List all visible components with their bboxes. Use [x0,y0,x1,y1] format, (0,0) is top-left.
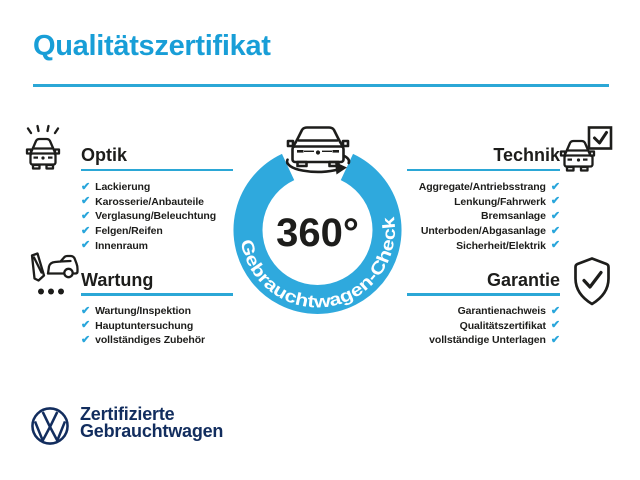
checklist-item-label: Sicherheit/Elektrik [456,239,546,252]
vw-logo [30,406,70,446]
checkmark-icon: ✔ [81,180,91,193]
checklist-item-label: Lackierung [95,181,151,194]
technik-divider [407,169,560,172]
badge-value: 360° [276,211,359,255]
checkmark-icon: ✔ [81,304,91,317]
360-check-badge [225,112,410,324]
checklist-item-label: Bremsanlage [481,210,546,223]
checkmark-icon: ✔ [550,319,560,332]
checklist-item-label: Innenraum [95,239,148,252]
car-checkbox-icon [557,126,613,176]
badge-ring-label: Gebrauchtwagen-Check [236,218,400,312]
brand-claim-line1: Zertifizierte [80,404,175,424]
checkmark-icon: ✔ [81,239,91,252]
checklist-item-label: Aggregate/Antriebsstrang [418,181,546,194]
section-title-technik: Technik [493,145,560,165]
checklist-item-label: Unterboden/Abgasanlage [420,225,546,238]
checkmark-icon: ✔ [81,319,91,332]
brand-claim-line2: Gebrauchtwagen [80,420,224,441]
service-checklist-icon [25,252,79,298]
checkmark-icon: ✔ [81,333,91,346]
shield-check-icon [571,256,613,308]
checklist-item-label: Lenkung/Fahrwerk [454,195,546,208]
checklist-item [81,333,251,348]
checkmark-icon: ✔ [550,304,560,317]
checklist-item-label: vollständiges Zubehör [95,334,206,347]
checklist-item-label: Karosserie/Anbauteile [95,195,204,208]
title-divider [33,84,609,87]
checkmark-icon: ✔ [550,209,560,222]
checkmark-icon: ✔ [550,239,560,252]
garantie-divider [407,293,560,296]
checkmark-icon: ✔ [81,224,91,237]
page-title: Qualitätszertifikat [33,30,271,62]
checklist-item-label: Qualitätszertifikat [459,319,546,332]
shiny-car-icon [25,124,61,174]
rotating-car-icon [287,128,349,175]
checkmark-icon: ✔ [550,224,560,237]
checklist-item-label: vollständige Unterlagen [429,334,546,347]
checkmark-icon: ✔ [550,195,560,208]
checklist-item [360,333,560,348]
checklist-item-label: Felgen/Reifen [95,225,163,238]
checklist-item-label: Garantienachweis [457,305,546,318]
checklist-item-label: Wartung/Inspektion [95,305,191,318]
optik-divider [81,169,233,172]
checklist-item-label: Hauptuntersuchung [95,319,194,332]
checkmark-icon: ✔ [81,209,91,222]
checklist-item-label: Verglasung/Beleuchtung [95,210,217,223]
section-title-garantie: Garantie [486,270,560,290]
section-title-optik: Optik [81,145,128,165]
wartung-divider [81,293,233,296]
checkmark-icon: ✔ [550,333,560,346]
checkmark-icon: ✔ [550,180,560,193]
section-title-wartung: Wartung [81,270,154,290]
checkmark-icon: ✔ [81,195,91,208]
brand-claim [80,406,223,439]
